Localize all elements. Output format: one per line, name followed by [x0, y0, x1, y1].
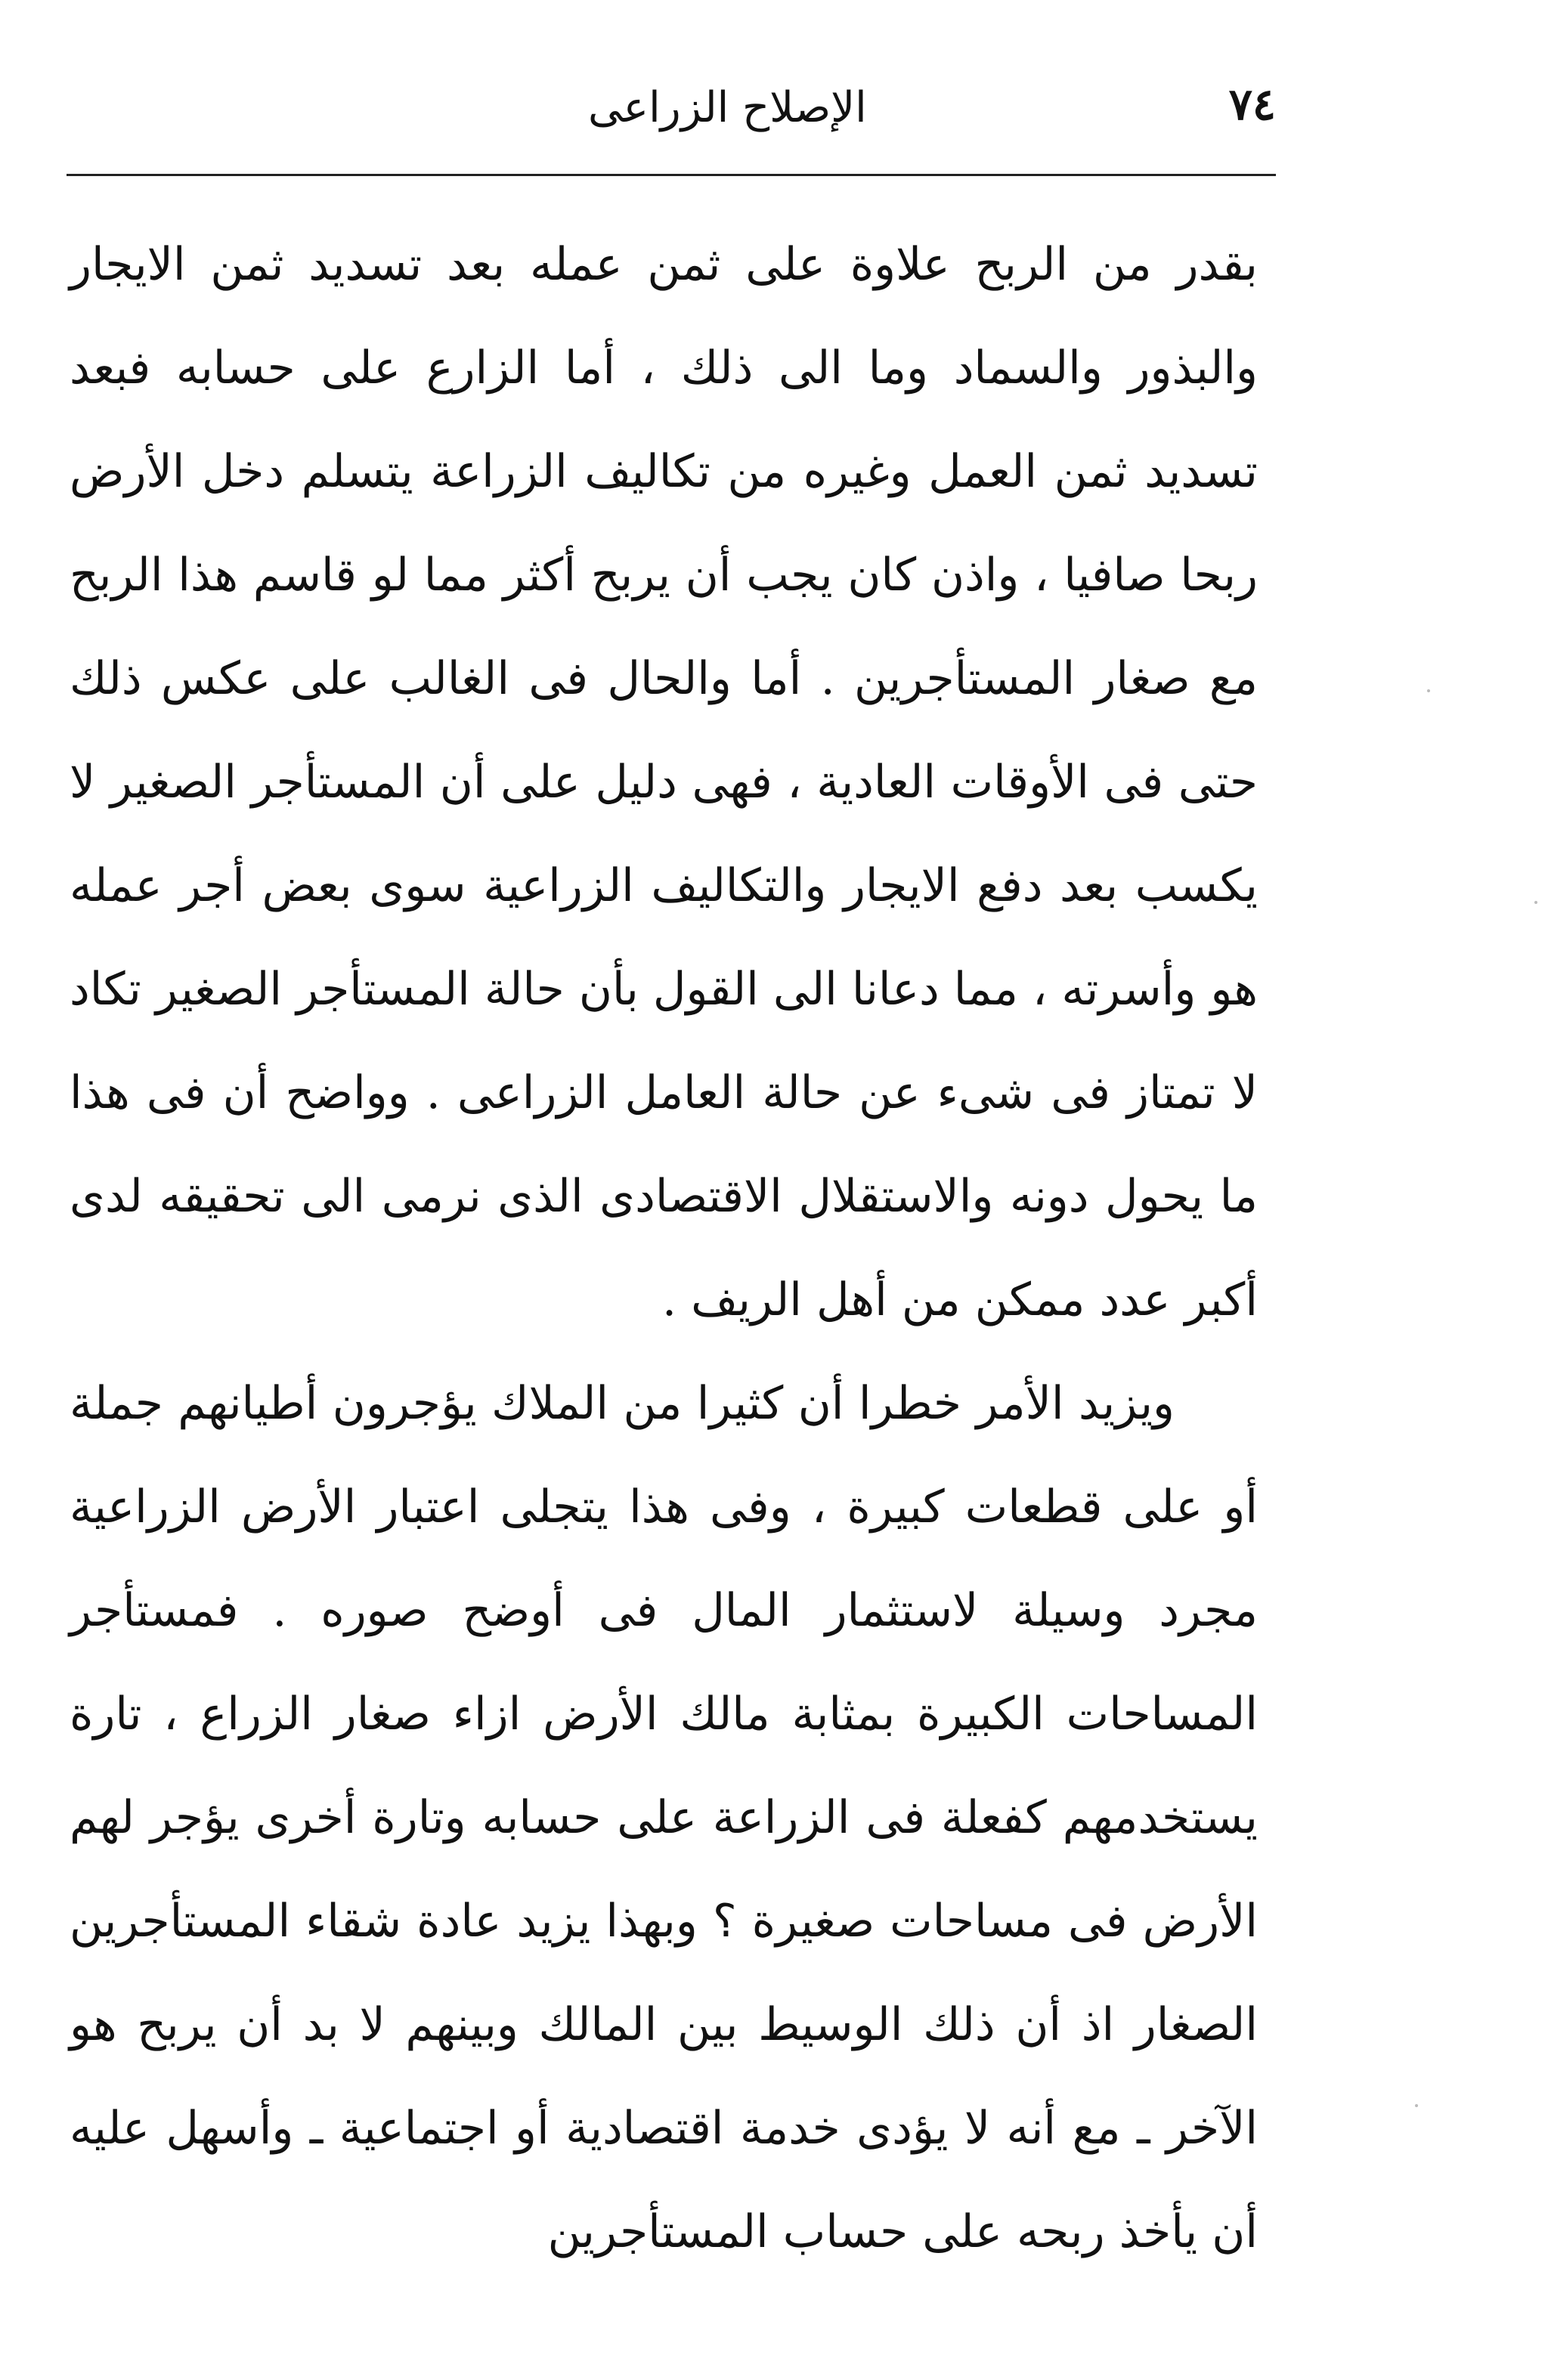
header-rule: [67, 174, 1276, 176]
body-text: [70, 213, 1258, 2284]
margin-speck: [1415, 2104, 1418, 2107]
margin-speck: [1534, 901, 1537, 904]
running-title: الإصلاح الزراعى: [588, 83, 867, 132]
page-header: [67, 73, 1276, 178]
page-number: ٧٤: [1228, 79, 1276, 130]
paragraph-2: ويزيد الأمر خطرا أن كثيرا من الملاك يؤجرون أطيانهم جملة أو على قطعات كبيرة ، وفى هذا يتجلى اعتبار الأرض الزراعية مجرد وسيلة لاستثمار المال فى أوضح صوره . فمستأجر المساحات الكبيرة بمثابة مالك الأرض ازاء صغار الزراع ، تارة يستخدمهم كفعلة فى الزراعة على حسابه وتارة أخرى يؤجر لهم الأرض فى مساحات صغيرة ؟ وبهذا يزيد عادة شقاء المستأجرين الصغار اذ أن ذلك الوسيط بين المالك وبينهم لا بد أن يربح هو الآخر ـ مع أنه لا يؤدى خدمة اقتصادية أو اجتماعية ـ وأسهل عليه أن يأخذ ربحه على حساب المستأجرين: [70, 1377, 1258, 2258]
margin-speck: [1427, 689, 1430, 692]
paragraph-1: بقدر من الربح علاوة على ثمن عمله بعد تسديد ثمن الايجار والبذور والسماد وما الى ذلك ، أما الزارع على حسابه فبعد تسديد ثمن العمل وغيره من تكاليف الزراعة يتسلم دخل الأرض ربحا صافيا ، واذن كان يجب أن يربح أكثر مما لو قاسم هذا الربح مع صغار المستأجرين . أما والحال فى الغالب على عكس ذلك حتى فى الأوقات العادية ، فهى دليل على أن المستأجر الصغير لا يكسب بعد دفع الايجار والتكاليف الزراعية سوى بعض أجر عمله هو وأسرته ، مما دعانا الى القول بأن حالة المستأجر الصغير تكاد لا تمتاز فى شىء عن حالة العامل الزراعى . وواضح أن فى هذا ما يحول دونه والاستقلال الاقتصادى الذى نرمى الى تحقيقه لدى أكبر عدد ممكن من أهل الريف .: [69, 238, 1258, 1326]
